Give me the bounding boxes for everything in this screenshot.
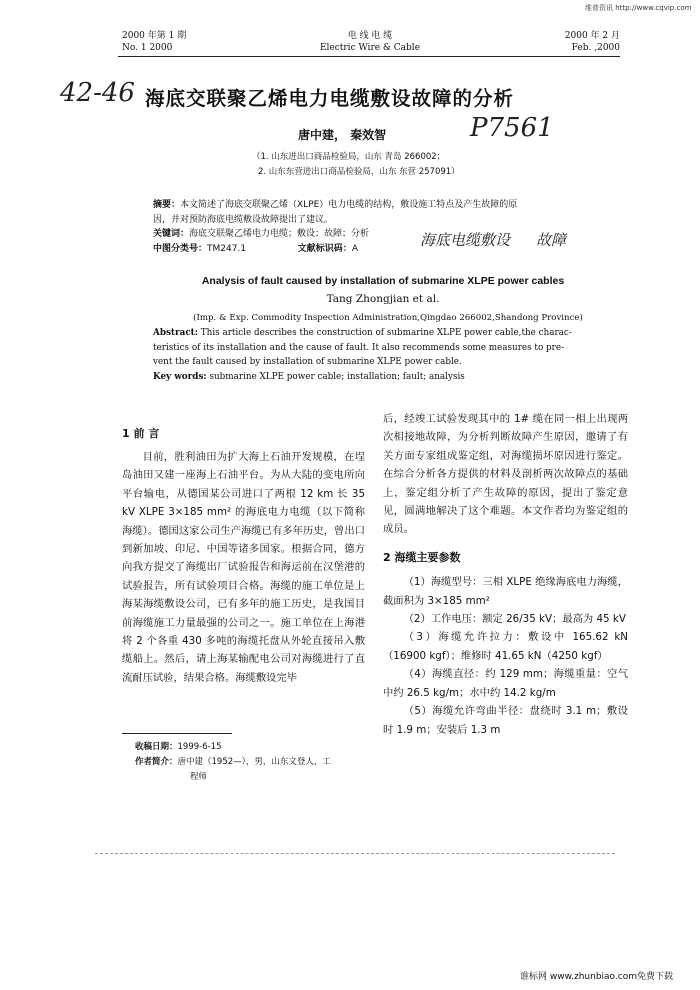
section-2-heading: 2 海缆主要参数 <box>383 550 461 564</box>
bottom-dashed-line <box>95 853 615 854</box>
header-issue-cn: 2000 年第 1 期 <box>122 31 187 41</box>
footer-watermark: 谁标网 www.zhunbiao.com免费下载 <box>520 972 673 982</box>
right-column <box>383 410 628 739</box>
keywords-en: submarine XLPE power cable; installation; fault; analysis <box>206 371 465 382</box>
param-item-1: （1）海缆型号：三相 XLPE 绝缘海底电力海缆，截面积为 3×185 mm² <box>383 576 628 607</box>
header-issue-en: No. 1 2000 <box>122 43 173 53</box>
header-center <box>300 30 440 54</box>
section-1-continuation: 后，经竣工试验发现其中的 1# 缆在同一相上出现两次相接地故障，为分析判断故障产生原因，邀请了有关方面专家组成鉴定组，对海缆损坏原因进行鉴定。在综合分析各方提供的材料及剖析两次故障点的基础上，鉴定组分析了产生故障的原因，提出了鉴定意见，圆满地解决了这个难题。本文作者均为鉴定组的成员。 <box>383 413 628 536</box>
authors-cn: 唐中建， 秦效智 <box>298 128 387 142</box>
doc-code-value: A <box>351 243 358 254</box>
abstract-en-line-2: teristics of its installation and the cause of fault. It also recommends some measures to pre- <box>153 342 565 353</box>
keywords-cn-label: 关键词： <box>153 229 190 239</box>
param-item-3: （3）海缆允许拉力：敷设中 165.62 kN（16900 kgf）；维修时 41.65 kN（4250 kgf） <box>383 631 628 662</box>
title-en: Analysis of fault caused by installation of submarine XLPE power cables <box>201 275 565 287</box>
affiliation-cn-1: （1. 山东进出口商品检验局，山东 青岛 266002； <box>252 152 446 162</box>
footnote <box>135 740 375 785</box>
handwritten-page-range: 42-46 <box>60 78 135 108</box>
title-cn: 海底交联聚乙烯电力电缆敷设故障的分析 <box>145 87 515 110</box>
abstract-en-line-1: This article describes the construction of submarine XLPE power cable,the charac- <box>198 328 572 338</box>
header-right <box>540 30 620 54</box>
author-bio-2: 程师 <box>190 772 208 782</box>
param-item-5: （5）海缆允许弯曲半径：盘绕时 3.1 m；敷设时 1.9 m；安装后 1.3 m <box>383 705 628 736</box>
handwritten-code: P7561 <box>470 113 554 143</box>
received-label: 收稿日期： <box>135 742 178 752</box>
author-bio-1: 唐中建（1952—），男，山东文登人，工 <box>177 757 331 767</box>
author-en: Tang Zhongjian et al. <box>326 293 440 305</box>
section-1-paragraph: 目前，胜利油田为扩大海上石油开发规模，在埕岛油田又建一座海上石油平台。为从大陆的变电所向平台输电，从德国某公司进口了两根 12 km 长 35 kV XLPE 3×185 mm² 的海底电力电缆（以下简称海缆）。德国这家公司生产海缆已有多年历史，曾出口到新加坡、印尼、中国等诸多国家。根据合同，德方向我方提交了海缆出厂试验报告和海运前在汉堡港的试验报告，所有试验项目合格。海缆的施工单位是上海某海缆敷设公司，已有多年的施工历史，是我国目前海缆施工力量最强的公司之一。施工单位在上海港将 2 个各重 430 多吨的海缆托盘从外轮直接吊入敷缆船上。然后，请上海某输配电公司对海缆进行了直流耐压试验，结果合格。海缆敷设完毕 <box>122 451 365 684</box>
header-journal-cn: 电 线 电 缆 <box>347 31 393 41</box>
footnote-rule <box>122 733 232 734</box>
classification-value: TM247.1 <box>207 243 247 254</box>
section-1-heading: 1 前 言 <box>122 427 160 440</box>
header-journal-en: Electric Wire & Cable <box>319 43 421 53</box>
abstract-cn-text-1: 本文简述了海底交联聚乙烯（XLPE）电力电缆的结构，敷设施工特点及产生故障的原 <box>180 200 518 210</box>
affiliation-en: (Imp. & Exp. Commodity Inspection Administration,Qingdao 266002,Shandong Province) <box>193 313 583 323</box>
header-left <box>122 30 186 54</box>
header-date-en: Feb. ,2000 <box>571 43 620 53</box>
affiliation-cn-2: 2. 山东东营进出口商品检验局，山东 东营 257091） <box>258 167 460 177</box>
doc-code-label: 文献标识码： <box>297 243 352 254</box>
keywords-en-label: Key words: <box>153 371 207 382</box>
abstract-cn-text-2: 因，并对预防海底电缆敷设故障提出了建议。 <box>153 214 334 225</box>
abstract-cn-label: 摘要： <box>153 200 181 210</box>
keywords-cn: 海底交联聚乙烯电力电缆；敷设；故障；分析 <box>189 229 370 239</box>
handwritten-scribble-2: 故障 <box>536 231 567 249</box>
handwritten-scribble-1: 海底电缆敷设 <box>420 231 511 249</box>
author-bio-label: 作者简介： <box>135 757 178 767</box>
section-1-body <box>122 448 365 687</box>
abstract-en-line-3: vent the fault caused by installation of submarine XLPE power cable. <box>153 357 462 367</box>
param-item-2: （2）工作电压：额定 26/35 kV；最高为 45 kV <box>403 613 626 626</box>
top-watermark: 维普资讯 http://www.cqvip.com <box>585 4 692 12</box>
abstract-en <box>153 326 623 384</box>
classification-label: 中图分类号： <box>153 243 208 254</box>
header-rule <box>118 56 620 57</box>
received-date: 1999-6-15 <box>177 742 222 752</box>
abstract-en-label: Abstract: <box>153 328 198 338</box>
param-item-4: （4）海缆直径：约 129 mm；海缆重量：空气中约 26.5 kg/m；水中约 14.2 kg/m <box>383 668 628 699</box>
header-date-cn: 2000 年 2 月 <box>564 31 620 41</box>
